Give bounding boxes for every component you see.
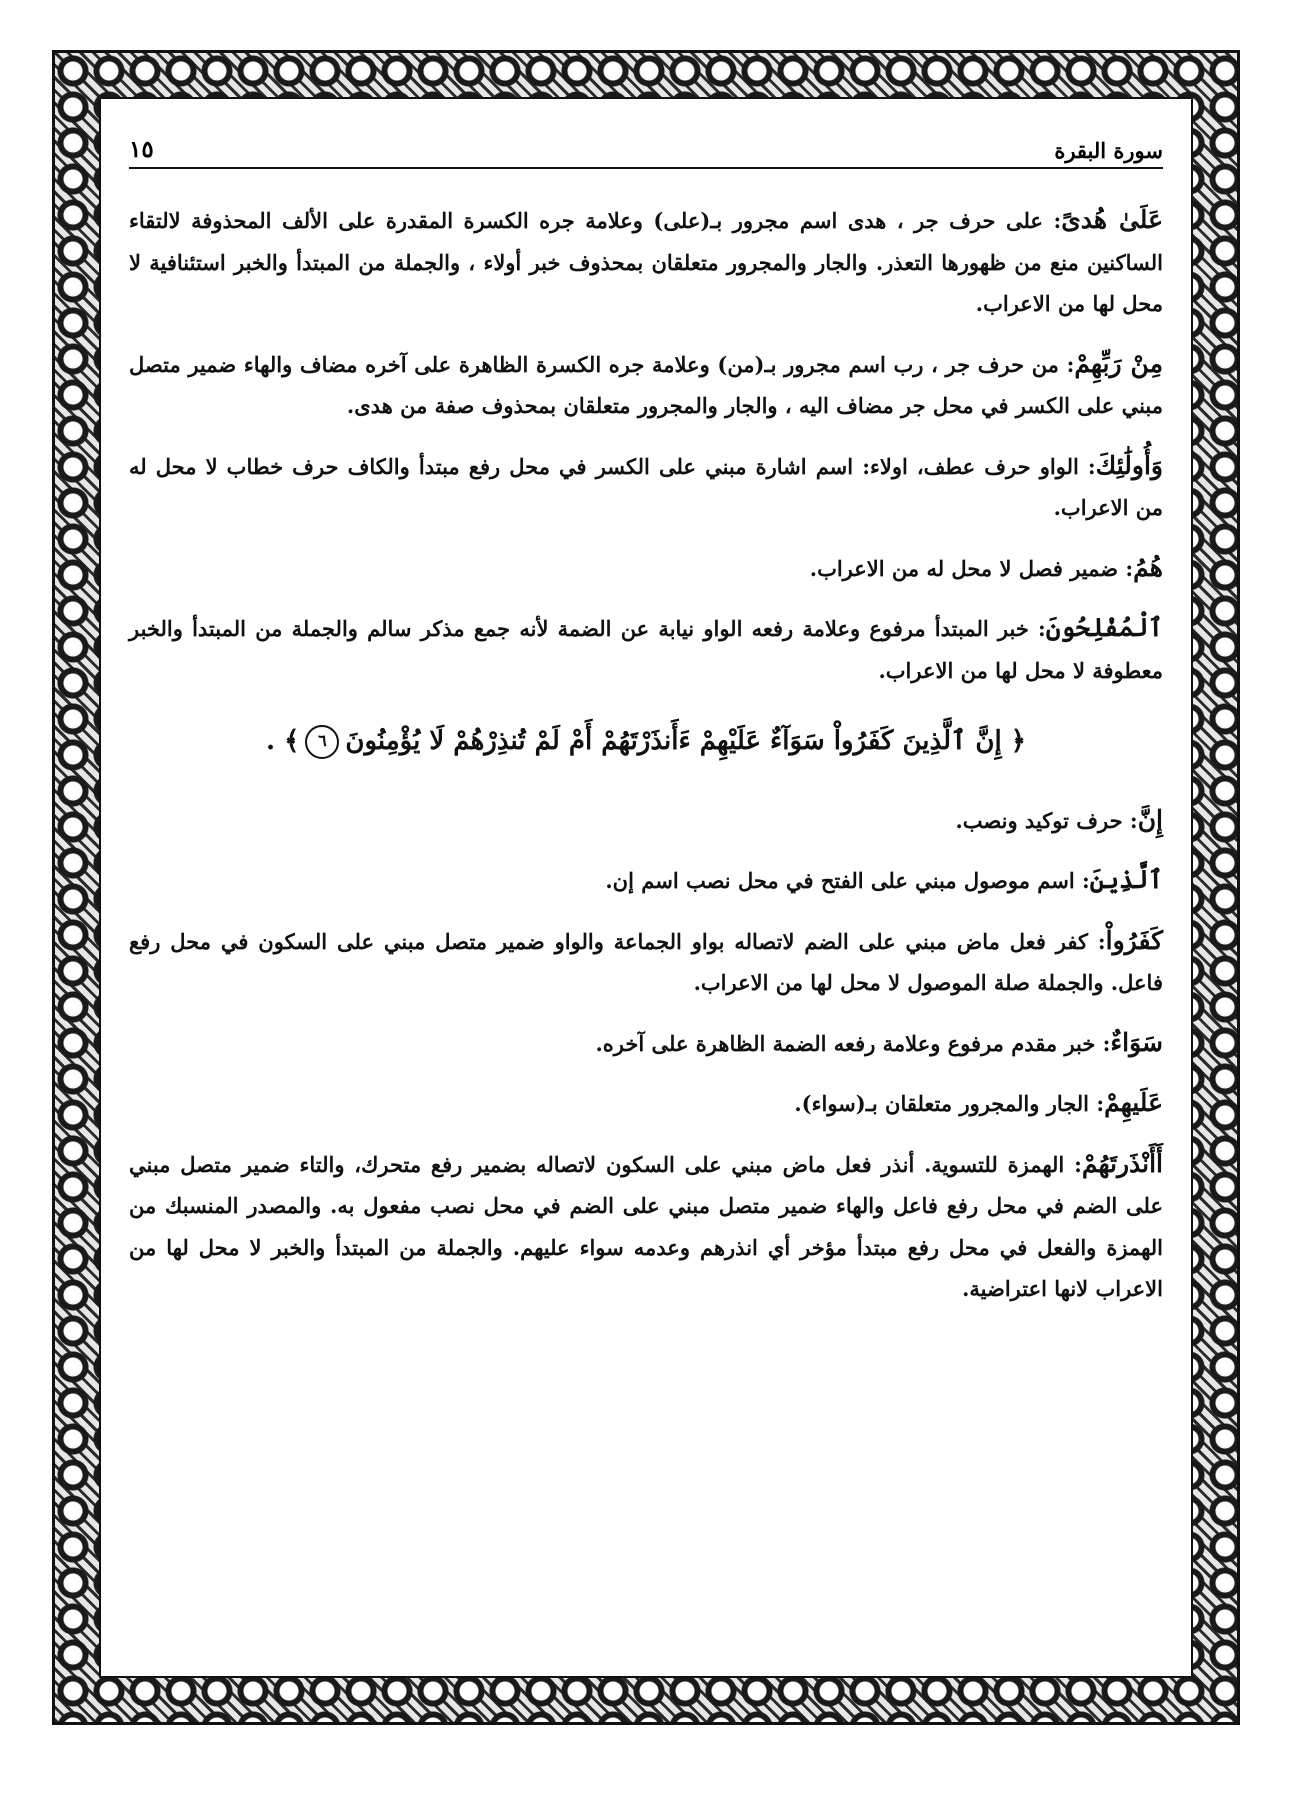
entry-text: : ضمير فصل لا محل له من الاعراب. <box>809 555 1134 581</box>
surah-title: سورة البقرة <box>1054 138 1163 163</box>
verse-text: ﴿ إِنَّ ٱلَّذِينَ كَفَرُواْ سَوَآءٌ عَلَيْهِمْ ءَأَنذَرْتَهُمْ أَمْ لَمْ تُنذِرْهُمْ لَا يُؤْمِنُونَ <box>345 726 1026 756</box>
entry-term: هُمُ <box>1133 552 1163 582</box>
ayah-number-marker: ٦ <box>305 725 339 759</box>
entry <box>129 547 1163 590</box>
page-number: ١٥ <box>129 136 154 163</box>
entry-text: : اسم موصول مبني على الفتح في محل نصب اسم إن. <box>605 868 1090 893</box>
entry-term: سَوَاءٌ <box>1110 1027 1163 1057</box>
entry-text: : الهمزة للتسوية. أنذر فعل ماض مبني على السكون لاتصاله بضمير رفع متحرك، والتاء ضمير متصل مبني على الضم في محل رفع فاعل والهاء ضمير متصل مبني على الضم في محل نصب مفعول به. والمصدر المنسبك من الهمزة والفعل في محل رفع مبتدأ مؤخر أي انذرهم وعدمه سواء عليهم. والجملة من المبتدأ والخبر لا محل لها من الاعراب لانها اعتراضية. <box>129 1151 1163 1301</box>
page-header <box>129 133 1163 169</box>
entry <box>129 1143 1163 1310</box>
entry-term: مِنْ رَبِّهِمْ <box>1074 348 1163 378</box>
decorative-border <box>52 50 1240 1725</box>
entry-term: كَفَرُواْ <box>1105 925 1163 955</box>
page-content <box>129 199 1163 1328</box>
entry-text: : حرف توكيد ونصب. <box>955 807 1138 833</box>
entry-text: : خبر المبتدأ مرفوع وعلامة رفعه الواو نيابة عن الضمة لأنه جمع مذكر سالم والجملة من المبتدأ والخبر معطوفة لا محل لها من الاعراب. <box>129 616 1163 683</box>
entry <box>129 1022 1163 1065</box>
entry-text: : من حرف جر ، رب اسم مجرور بـ(من) وعلامة جره الكسرة الظاهرة على آخره مضاف والهاء ضمير متصل مبني على الكسر في محل جر مضاف اليه ، والجار والمجرور متعلقان بمحذوف صفة من هدى. <box>129 351 1163 418</box>
entry-term: ٱلْمُفْلِحُونَ <box>1045 613 1163 642</box>
entry <box>129 1082 1163 1125</box>
entry-text: : الجار والمجرور متعلقان بـ(سواء). <box>794 1091 1105 1116</box>
entry <box>129 799 1163 842</box>
entry-text: : الواو حرف عطف، اولاء: اسم اشارة مبني على الكسر في محل رفع مبتدأ والكاف حرف خطاب لا محل له من الاعراب. <box>129 453 1163 520</box>
entry <box>129 920 1163 1004</box>
entry <box>129 445 1163 529</box>
entry-term: عَلَيهِمْ <box>1104 1088 1163 1117</box>
entry <box>129 343 1163 427</box>
entry-text: : خبر مقدم مرفوع وعلامة رفعه الضمة الظاهرة على آخره. <box>595 1030 1111 1056</box>
entry-term: أَأَنْذَرتَهُمْ <box>1081 1148 1163 1178</box>
page-body <box>99 97 1193 1678</box>
entry-term: إِنَّ <box>1137 804 1163 834</box>
entry-term: عَلَىٰ هُدىً <box>1061 205 1164 234</box>
entry-text: : على حرف جر ، هدى اسم مجرور بـ(على) وعلامة جره الكسرة المقدرة على الألف المحذوفة لالتقاء الساكنين منع من ظهورها التعذر. والجار والمجرور متعلقان بمحذوف خبر أولاء ، والجملة من المبتدأ والخبر استئنافية لا محل لها من الاعراب. <box>129 208 1163 316</box>
quran-verse <box>129 721 1163 763</box>
entry <box>129 607 1163 691</box>
entry-term: وَأُولَٰئِكَ <box>1095 450 1163 480</box>
entry-text: : كفر فعل ماض مبني على الضم لاتصاله بواو الجماعة والواو ضمير متصل مبني على السكون في محل رفع فاعل. والجملة صلة الموصول لا محل لها من الاعراب. <box>129 928 1163 995</box>
entry <box>129 199 1163 325</box>
verse-close: ﴾ . <box>266 726 300 756</box>
entry <box>129 859 1163 902</box>
entry-term: ٱلَّذِينَ <box>1089 865 1163 894</box>
